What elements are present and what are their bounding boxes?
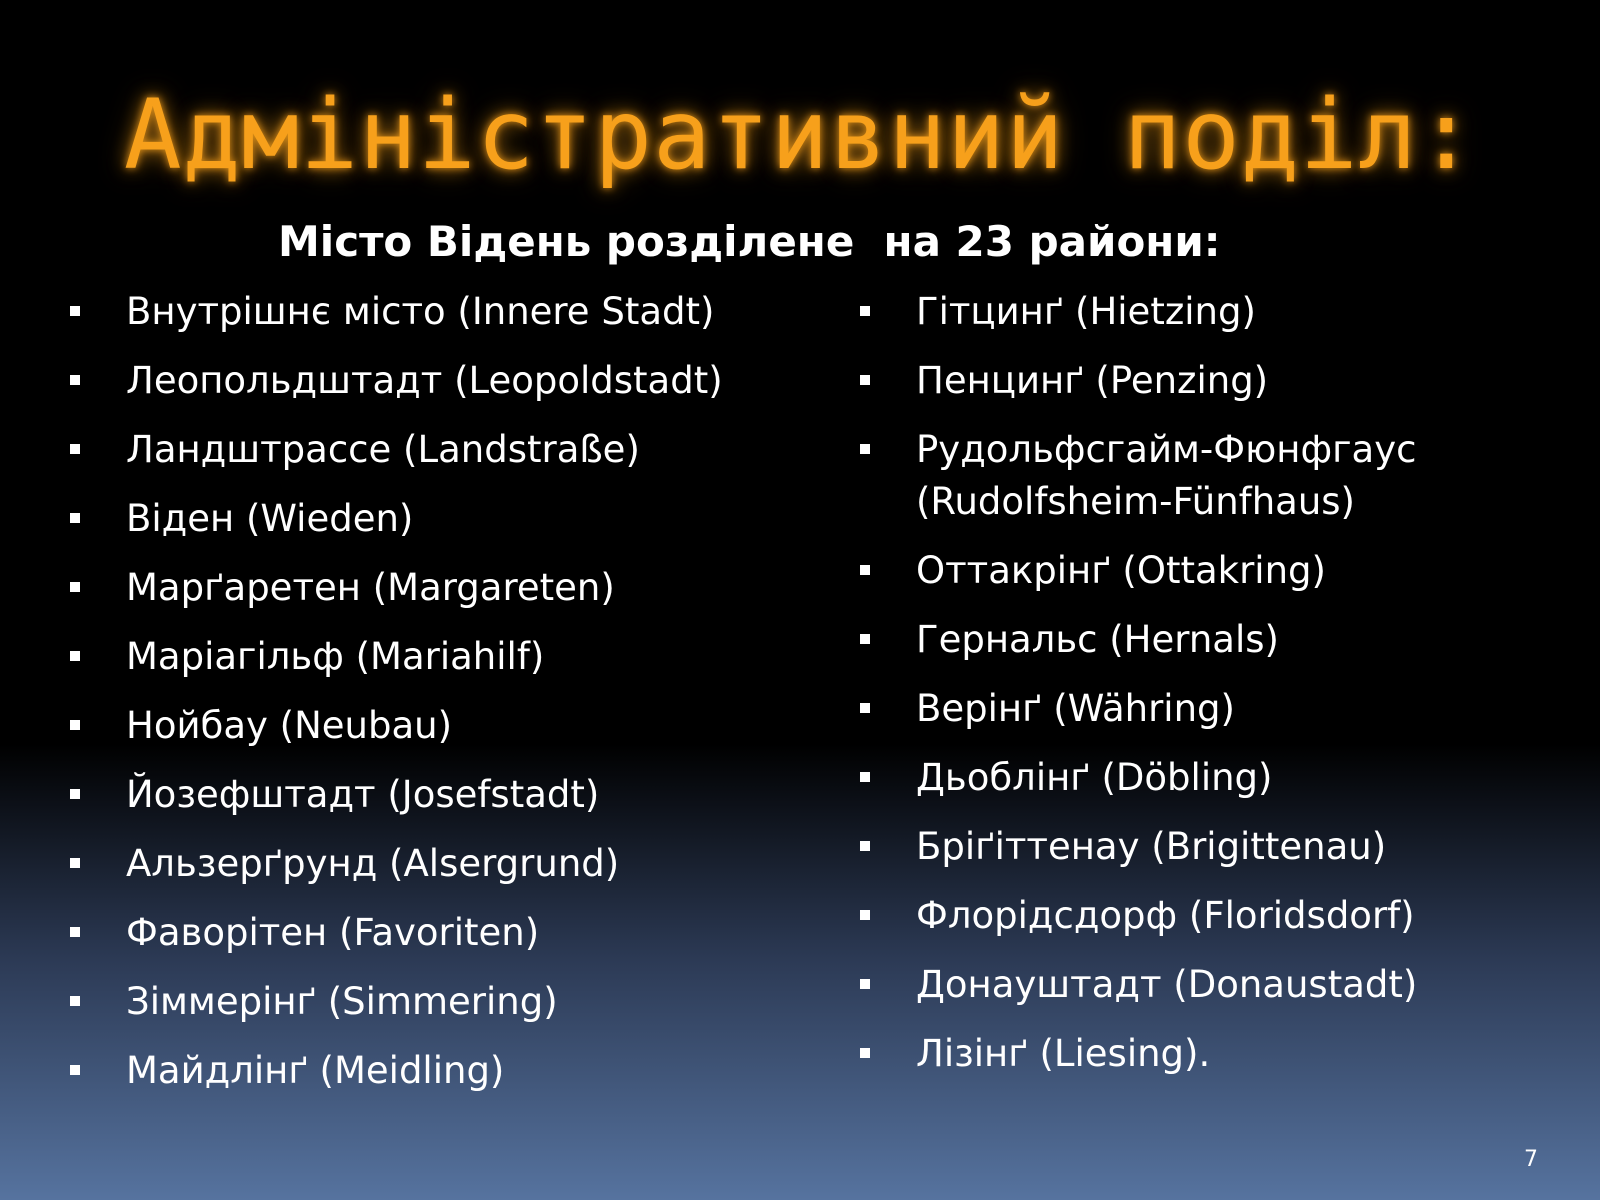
square-bullet-icon: [70, 720, 80, 730]
district-label: Дьоблінґ (Döbling): [916, 756, 1273, 799]
district-item: [68, 355, 808, 407]
square-bullet-icon: [860, 565, 870, 575]
district-label: Гітцинґ (Hietzing): [916, 290, 1256, 333]
square-bullet-icon: [860, 979, 870, 989]
district-item: [858, 683, 1558, 735]
square-bullet-icon: [70, 858, 80, 868]
district-item: [858, 1028, 1558, 1080]
district-item: [858, 545, 1558, 597]
district-item: [858, 821, 1558, 873]
square-bullet-icon: [70, 651, 80, 661]
square-bullet-icon: [70, 1065, 80, 1075]
district-item: [68, 424, 808, 476]
square-bullet-icon: [860, 306, 870, 316]
district-label: Маріагільф (Mariahilf): [126, 635, 545, 678]
district-label: Йозефштадт (Josefstadt): [126, 773, 600, 816]
district-label: Лізінґ (Liesing).: [916, 1032, 1211, 1075]
slide-title: Адміністративний поділ:: [123, 79, 1477, 191]
square-bullet-icon: [70, 927, 80, 937]
district-label: Леопольдштадт (Leopoldstadt): [126, 359, 723, 402]
square-bullet-icon: [70, 996, 80, 1006]
district-label: Пенцинґ (Penzing): [916, 359, 1269, 402]
district-label: Бріґіттенау (Brigittenau): [916, 825, 1387, 868]
district-label: Віден (Wieden): [126, 497, 414, 540]
district-list-right: [858, 286, 1558, 1097]
district-label: Нойбау (Neubau): [126, 704, 453, 747]
district-list-left: [68, 286, 808, 1114]
district-label: Зіммерінґ (Simmering): [126, 980, 558, 1023]
square-bullet-icon: [70, 789, 80, 799]
square-bullet-icon: [860, 703, 870, 713]
district-item: [858, 355, 1558, 407]
square-bullet-icon: [860, 375, 870, 385]
district-item: [68, 838, 808, 890]
square-bullet-icon: [860, 841, 870, 851]
district-item: [68, 976, 808, 1028]
district-item: [68, 493, 808, 545]
district-label: Гернальс (Hernals): [916, 618, 1279, 661]
district-item: [858, 752, 1558, 804]
district-item: [68, 286, 808, 338]
district-label: Оттакрінґ (Ottakring): [916, 549, 1326, 592]
square-bullet-icon: [70, 306, 80, 316]
district-item: [858, 614, 1558, 666]
district-label: Фаворітен (Favoriten): [126, 911, 540, 954]
district-label: Ландштрассе (Landstraße): [126, 428, 640, 471]
slide-subtitle: Місто Відень розділене на 23 райони:: [278, 217, 1221, 266]
district-item: [858, 286, 1558, 338]
square-bullet-icon: [70, 513, 80, 523]
district-label: Верінґ (Währing): [916, 687, 1235, 730]
district-item: [68, 700, 808, 752]
square-bullet-icon: [70, 375, 80, 385]
square-bullet-icon: [860, 1048, 870, 1058]
square-bullet-icon: [860, 910, 870, 920]
district-item: [68, 1045, 808, 1097]
square-bullet-icon: [70, 582, 80, 592]
page-number: 7: [1524, 1147, 1538, 1172]
district-label: Майдлінґ (Meidling): [126, 1049, 505, 1092]
district-item: [68, 562, 808, 614]
district-label: Флорідсдорф (Floridsdorf): [916, 894, 1415, 937]
district-label: Рудольфсгайм-Фюнфгаус (Rudolfsheim-Fünfhaus): [916, 428, 1417, 523]
district-label: Альзерґрунд (Alsergrund): [126, 842, 620, 885]
district-label: Марґаретен (Margareten): [126, 566, 615, 609]
square-bullet-icon: [860, 444, 870, 454]
square-bullet-icon: [860, 634, 870, 644]
square-bullet-icon: [70, 444, 80, 454]
district-item: [68, 907, 808, 959]
district-label: Донауштадт (Donaustadt): [916, 963, 1418, 1006]
district-item: [68, 769, 808, 821]
district-label: Внутрішнє місто (Innere Stadt): [126, 290, 715, 333]
district-item: [68, 631, 808, 683]
square-bullet-icon: [860, 772, 870, 782]
district-item: [858, 890, 1558, 942]
district-item: [858, 959, 1558, 1011]
district-item: [858, 424, 1558, 528]
